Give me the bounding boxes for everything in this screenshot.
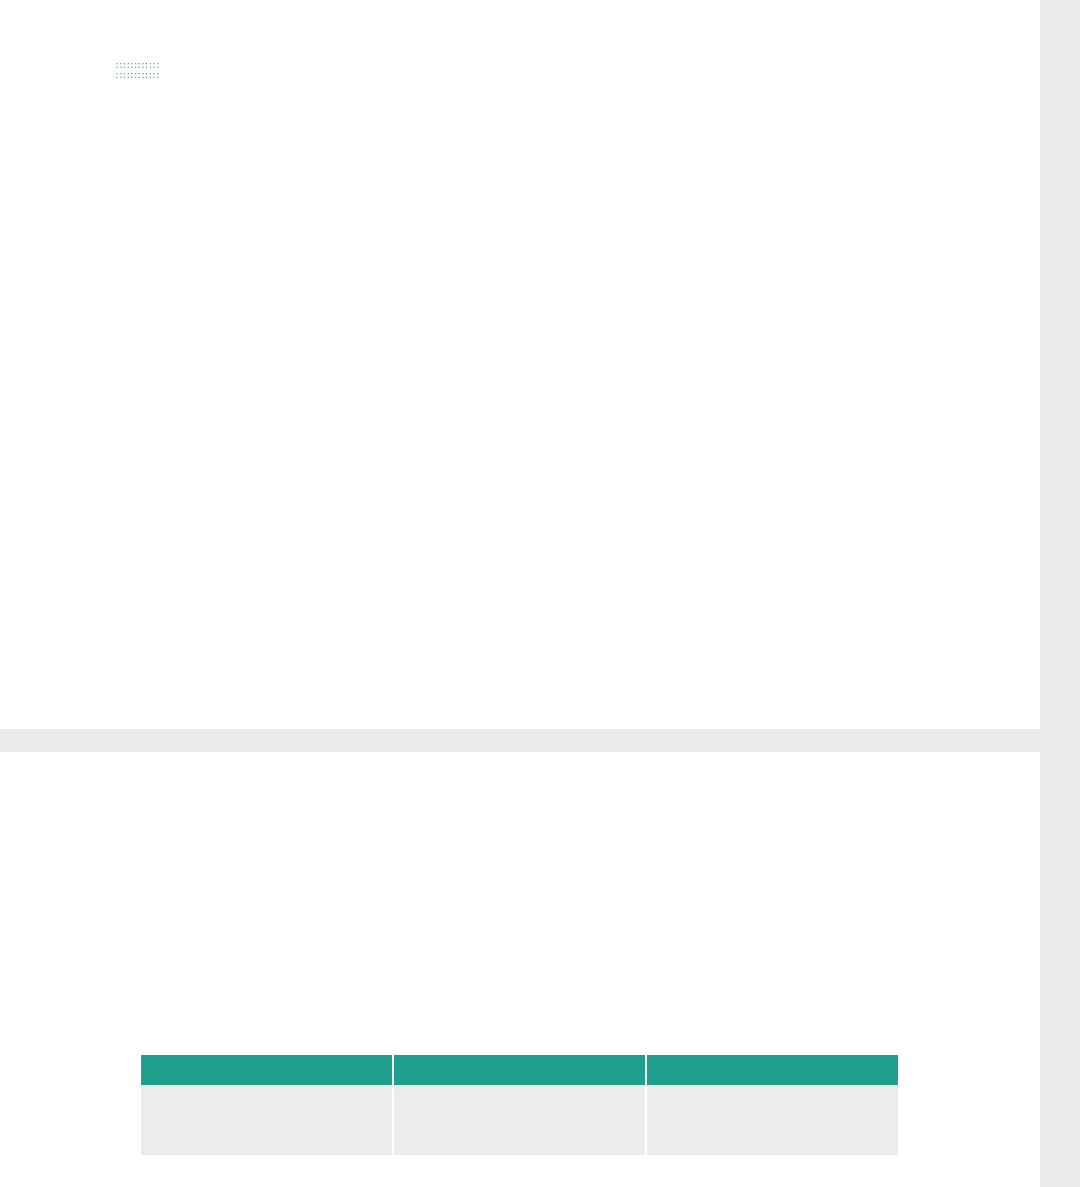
signature-teacher bbox=[647, 1055, 898, 1155]
signature-principal-label bbox=[141, 1055, 392, 1085]
signature-table bbox=[142, 1055, 898, 1155]
signature-teacher-label bbox=[647, 1055, 898, 1085]
signature-principal bbox=[141, 1055, 392, 1155]
logo-dots-icon: ∷∷∷∷∷∷ ∷∷∷∷∷∷ bbox=[115, 61, 161, 82]
ministry-logo bbox=[88, 62, 188, 90]
signature-supervisor bbox=[394, 1055, 645, 1155]
signature-supervisor-label bbox=[394, 1055, 645, 1085]
